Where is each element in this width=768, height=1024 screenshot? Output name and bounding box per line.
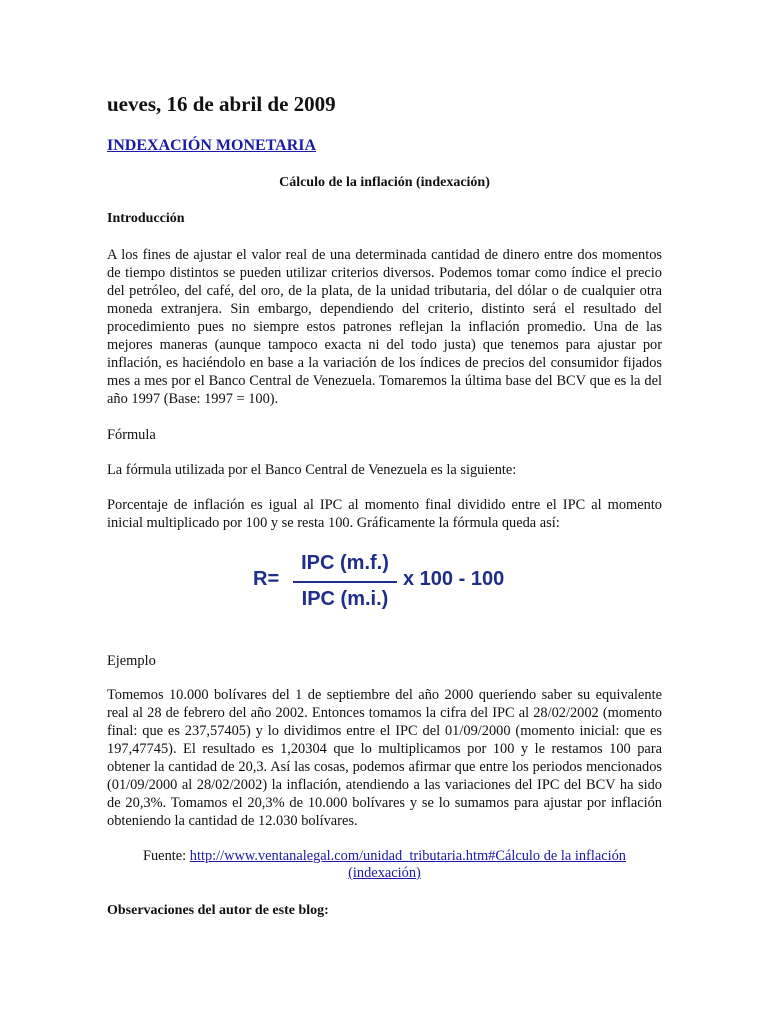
formula-fraction-bar xyxy=(293,581,397,583)
intro-heading: Introducción xyxy=(107,211,185,226)
source-link[interactable]: http://www.ventanalegal.com/unidad_tributaria.htm#Cálculo de la inflación (indexación) xyxy=(189,848,627,881)
post-title-link[interactable]: INDEXACIÓN MONETARIA xyxy=(107,137,317,154)
post-date: ueves, 16 de abril de 2009 xyxy=(107,92,336,116)
observations-heading: Observaciones del autor de este blog: xyxy=(107,903,329,918)
example-heading: Ejemplo xyxy=(107,653,156,669)
formula-denominator: IPC (m.i.) xyxy=(301,588,389,610)
post-subtitle: Cálculo de la inflación (indexación) xyxy=(279,175,490,190)
formula-description: Porcentaje de inflación es igual al IPC al momento final dividido entre el IPC al momento inicial multiplicado por 100 y se resta 100. Gráficamente la fórmula queda así: xyxy=(107,497,662,531)
example-paragraph: Tomemos 10.000 bolívares del 1 de septiembre del año 2000 queriendo saber su equivalente real al 28 de febrero del año 2002. Entonces tomamos la cifra del IPC al 28/02/2002 (momento final: que es 237,57405) y lo dividimos entre el IPC del 01/09/2000 (momento inicial: que es 197,47745). El resultado es 1,20304 que lo multiplicamos por 100 y le restamos 100 para obtener la cantidad de 20,3. Así las cosas, podemos afirmar que entre los periodos mencionados (01/09/2000 al 28/02/2002) la inflación, atendiendo a las variaciones del IPC del BCV ha sido de 20,3%. Tomamos el 20,3% de 10.000 bolívares y se lo sumamos para ajustar por inflación obteniendo la cantidad de 12.030 bolívares. xyxy=(107,687,662,829)
source-line xyxy=(107,848,662,882)
formula-lhs: R= xyxy=(253,568,280,590)
formula-heading: Fórmula xyxy=(107,427,156,443)
inflation-formula xyxy=(107,548,662,620)
formula-intro: La fórmula utilizada por el Banco Central de Venezuela es la siguiente: xyxy=(107,462,517,478)
formula-tail: x 100 - 100 xyxy=(403,568,505,590)
formula-numerator: IPC (m.f.) xyxy=(301,552,389,574)
source-label: Fuente: xyxy=(142,848,190,864)
intro-paragraph: A los fines de ajustar el valor real de una determinada cantidad de dinero entre dos momentos de tiempo distintos se pueden utilizar criterios diversos. Podemos tomar como índice el precio del petróleo, del café, del oro, de la plata, de la unidad tributaria, del dólar o de cualquier otra moneda extranjera. Sin embargo, dependiendo del criterio, distinto será el resultado del procedimiento pues no siempre estos patrones reflejan la inflación promedio. Una de las mejores maneras (aunque tampoco exacta ni del todo justa) que tenemos para ajustar por inflación, es haciéndolo en base a la variación de los índices de precios del consumidor fijados mes a mes por el Banco Central de Venezuela. Tomaremos la última base del BCV que es la del año 1997 (Base: 1997 = 100). xyxy=(107,247,662,407)
